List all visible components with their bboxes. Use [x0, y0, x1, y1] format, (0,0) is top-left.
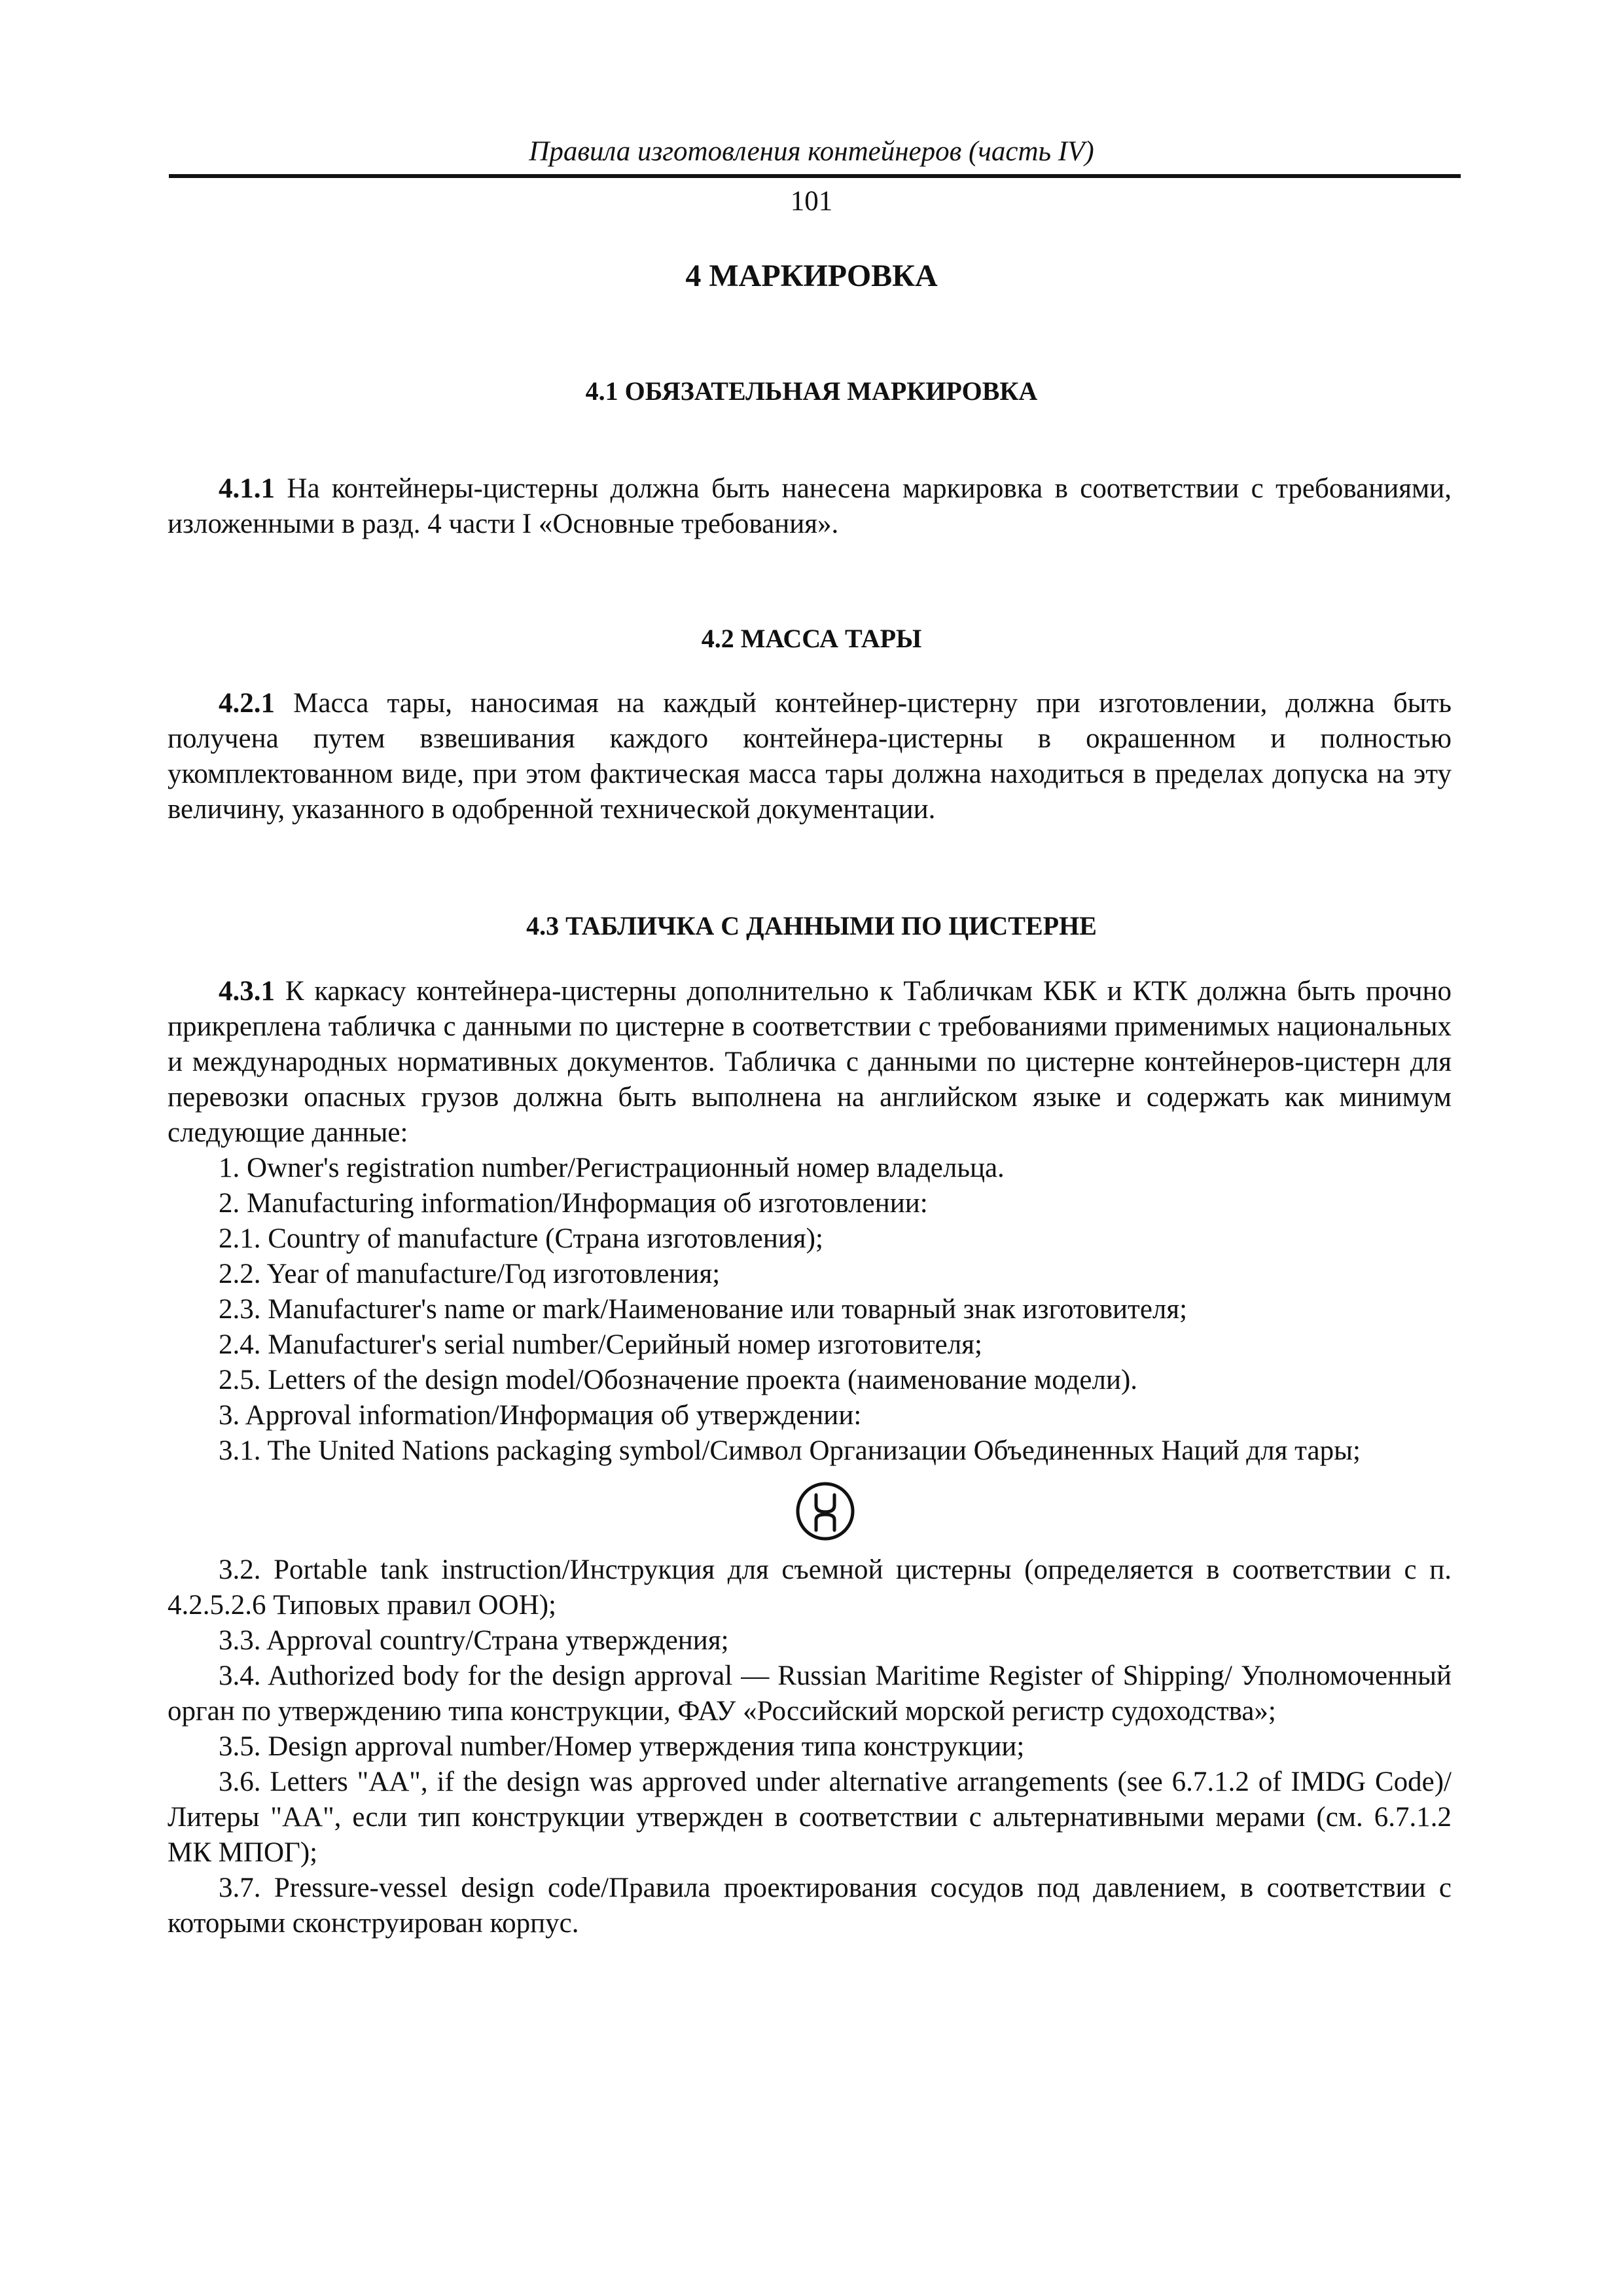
list-item: 3.1. The United Nations packaging symbol/Символ Организации Объединенных Наций для тары;: [219, 1435, 1361, 1466]
paragraph-text: Масса тары, наносимая на каждый контейнер-цистерну при изготовлении, должна быть получена путем взвешивания каждого контейнера-цистерны в окрашенном и полностью укомплектованном виде, при этом фактическая масса тары должна находиться в пределах допуска на эту величину, указанного в одобренной технической документации.: [168, 688, 1452, 825]
section-title-4-1: 4.1 ОБЯЗАТЕЛЬНАЯ МАРКИРОВКА: [585, 376, 1038, 406]
list-item: 2.5. Letters of the design model/Обозначение проекта (наименование модели).: [219, 1365, 1138, 1395]
chapter-title: 4 МАРКИРОВКА: [685, 259, 938, 293]
tank-plate-data-list-part-1: [168, 1151, 1452, 1469]
paragraph-4-1-1: [168, 471, 1452, 542]
list-item: 2.1. Country of manufacture (Страна изготовления);: [219, 1223, 823, 1254]
clause-number: 4.1.1: [219, 473, 275, 504]
list-item: 3.4. Authorized body for the design approval — Russian Maritime Register of Shipping/ Уполномоченный орган по утверждению типа конструкции, ФАУ «Российский морской регистр судоходства»;: [168, 1660, 1452, 1727]
paragraph-4-2-1: [168, 686, 1452, 827]
list-item: 2. Manufacturing information/Информация об изготовлении:: [219, 1188, 928, 1219]
list-item: 3.6. Letters "AA", if the design was approved under alternative arrangements (see 6.7.1.2 of IMDG Code)/ Литеры "AA", если тип конструкции утвержден в соответствии с альтернативными мерами (см. 6.7.1.2 МК МПОГ);: [168, 1767, 1452, 1868]
list-item: 3.5. Design approval number/Номер утверждения типа конструкции;: [219, 1731, 1025, 1762]
list-item: 3.2. Portable tank instruction/Инструкция для съемной цистерны (определяется в соответствии с п. 4.2.5.2.6 Типовых правил ООН);: [168, 1554, 1452, 1621]
list-item: 1. Owner's registration number/Регистрационный номер владельца.: [219, 1153, 1005, 1183]
page-number: 101: [790, 186, 833, 217]
section-title-4-2: 4.2 МАССА ТАРЫ: [701, 624, 922, 653]
paragraph-text: К каркасу контейнера-цистерны дополнительно к Табличкам КБК и КТК должна быть прочно прикреплена табличка с данными по цистерне в соответствии с требованиями применимых национальных и международных нормативных документов. Табличка с данными по цистерне контейнеров-цистерн для перевозки опасных грузов должна быть выполнена на английском языке и содержать как минимум следующие данные:: [168, 976, 1452, 1148]
paragraph-4-3-1: [168, 974, 1452, 1151]
list-item: 2.4. Manufacturer's serial number/Серийный номер изготовителя;: [219, 1329, 982, 1360]
list-item: 3. Approval information/Информация об утверждении:: [219, 1400, 862, 1431]
list-item: 3.7. Pressure-vessel design code/Правила проектирования сосудов под давлением, в соответствии с которыми сконструирован корпус.: [168, 1873, 1452, 1939]
running-header-title: Правила изготовления контейнеров (часть IV): [529, 136, 1094, 167]
clause-number: 4.3.1: [219, 976, 275, 1007]
clause-number: 4.2.1: [219, 688, 275, 719]
list-item: 3.3. Approval country/Страна утверждения;: [219, 1625, 729, 1656]
un-packaging-symbol-icon: [794, 1480, 856, 1542]
list-item: 2.3. Manufacturer's name or mark/Наименование или товарный знак изготовителя;: [219, 1294, 1188, 1325]
header-rule: [169, 174, 1461, 178]
section-title-4-3: 4.3 ТАБЛИЧКА С ДАННЫМИ ПО ЦИСТЕРНЕ: [526, 911, 1097, 941]
paragraph-text: На контейнеры-цистерны должна быть нанесена маркировка в соответствии с требованиями, изложенными в разд. 4 части I «Основные требования».: [168, 473, 1452, 539]
tank-plate-data-list-part-2: [168, 1552, 1452, 1941]
list-item: 2.2. Year of manufacture/Год изготовления;: [219, 1259, 721, 1289]
